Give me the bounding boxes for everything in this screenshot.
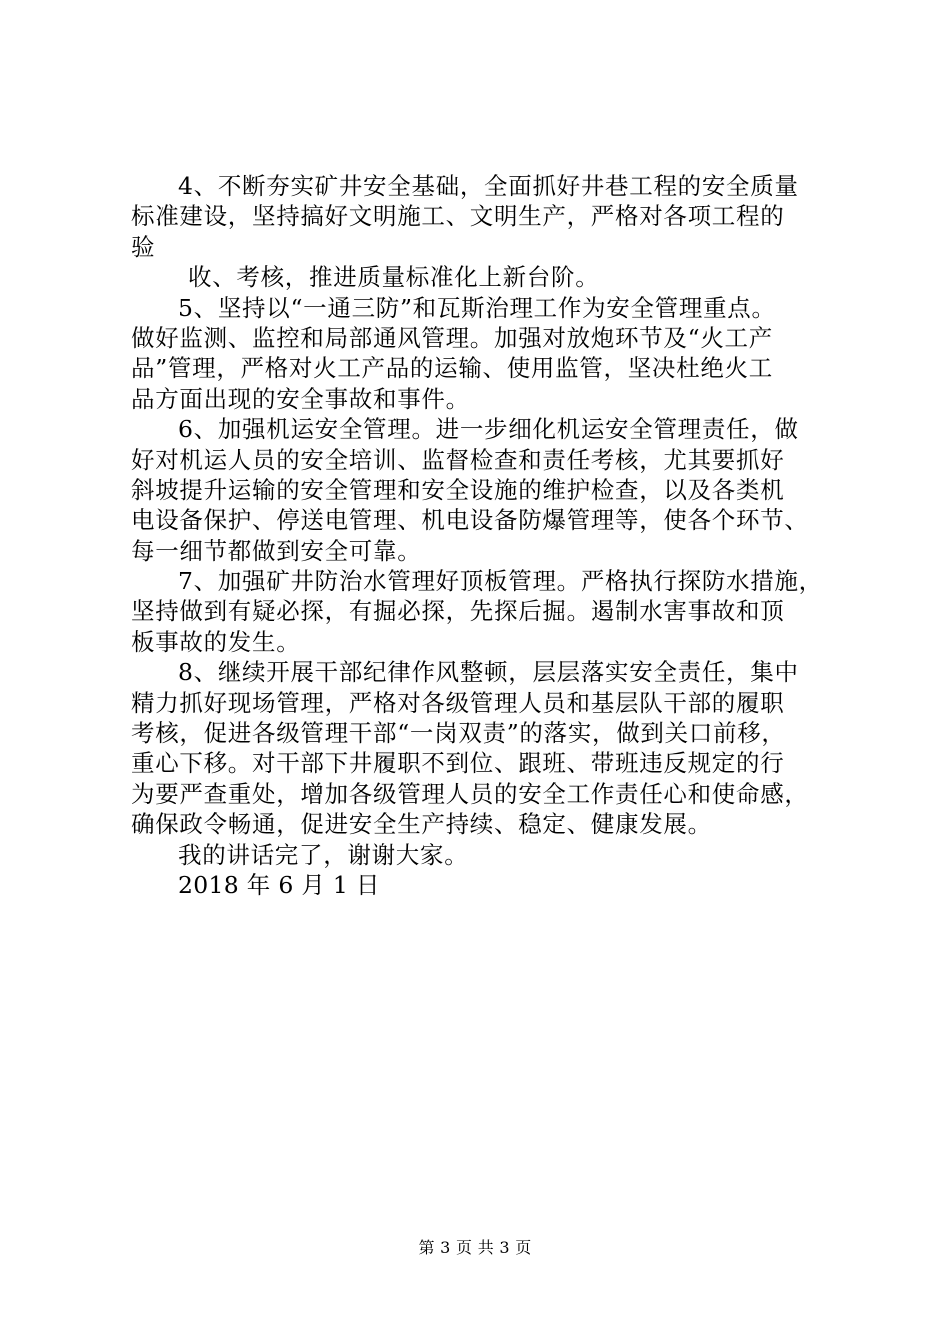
paragraph-8-line-1: 8、继续开展干部纪律作风整顿，层层落实安全责任，集中 (178, 658, 799, 687)
paragraph-4-line-2: 标准建设，坚持搞好文明施工、文明生产，严格对各项工程的 (131, 202, 785, 231)
paragraph-6-line-3: 斜坡提升运输的安全管理和安全设施的维护检查，以及各类机 (131, 475, 785, 504)
closing-remark: 我的讲话完了，谢谢大家。 (178, 840, 469, 869)
paragraph-8-line-3: 考核，促进各级管理干部“一岗双责”的落实，做到关口前移， (131, 719, 786, 748)
paragraph-8-line-5: 为要严查重处，增加各级管理人员的安全工作责任心和使命感， (131, 779, 809, 808)
paragraph-8-line-2: 精力抓好现场管理，严格对各级管理人员和基层队干部的履职 (131, 688, 785, 717)
document-date: 2018 年 6 月 1 日 (178, 870, 380, 899)
paragraph-6-line-5: 每一细节都做到安全可靠。 (131, 536, 422, 565)
document-body (131, 171, 831, 900)
paragraph-5-line-4: 品方面出现的安全事故和事件。 (131, 384, 470, 413)
paragraph-6-line-2: 好对机运人员的安全培训、监督检查和责任考核，尤其要抓好 (131, 445, 785, 474)
paragraph-4-line-4: 收、考核，推进质量标准化上新台阶。 (188, 263, 600, 292)
paragraph-5-line-1: 5、坚持以“一通三防”和瓦斯治理工作为安全管理重点。 (178, 293, 776, 322)
paragraph-7-line-1: 7、加强矿井防治水管理好顶板管理。严格执行探防水措施， (178, 567, 823, 596)
paragraph-6-line-4: 电设备保护、停送电管理、机电设备防爆管理等，使各个环节、 (131, 506, 809, 535)
paragraph-6-line-1: 6、加强机运安全管理。进一步细化机运安全管理责任，做 (178, 415, 799, 444)
paragraph-8-line-6: 确保政令畅通，促进安全生产持续、稳定、健康发展。 (131, 810, 712, 839)
paragraph-5-line-2: 做好监测、监控和局部通风管理。加强对放炮环节及“火工产 (131, 323, 773, 352)
paragraph-7-line-2: 坚持做到有疑必探，有掘必探，先探后掘。遏制水害事故和顶 (131, 597, 785, 626)
paragraph-7-line-3: 板事故的发生。 (131, 627, 301, 656)
paragraph-8-line-4: 重心下移。对干部下井履职不到位、跟班、带班违反规定的行 (131, 749, 785, 778)
paragraph-4-line-1: 4、不断夯实矿井安全基础，全面抓好井巷工程的安全质量 (178, 172, 799, 200)
paragraph-4-line-3: 验 (131, 232, 156, 261)
page-number-footer: 第 3 页 共 3 页 (418, 1238, 532, 1257)
paragraph-5-line-3: 品”管理，严格对火工产品的运输、使用监管，坚决杜绝火工 (131, 354, 773, 383)
